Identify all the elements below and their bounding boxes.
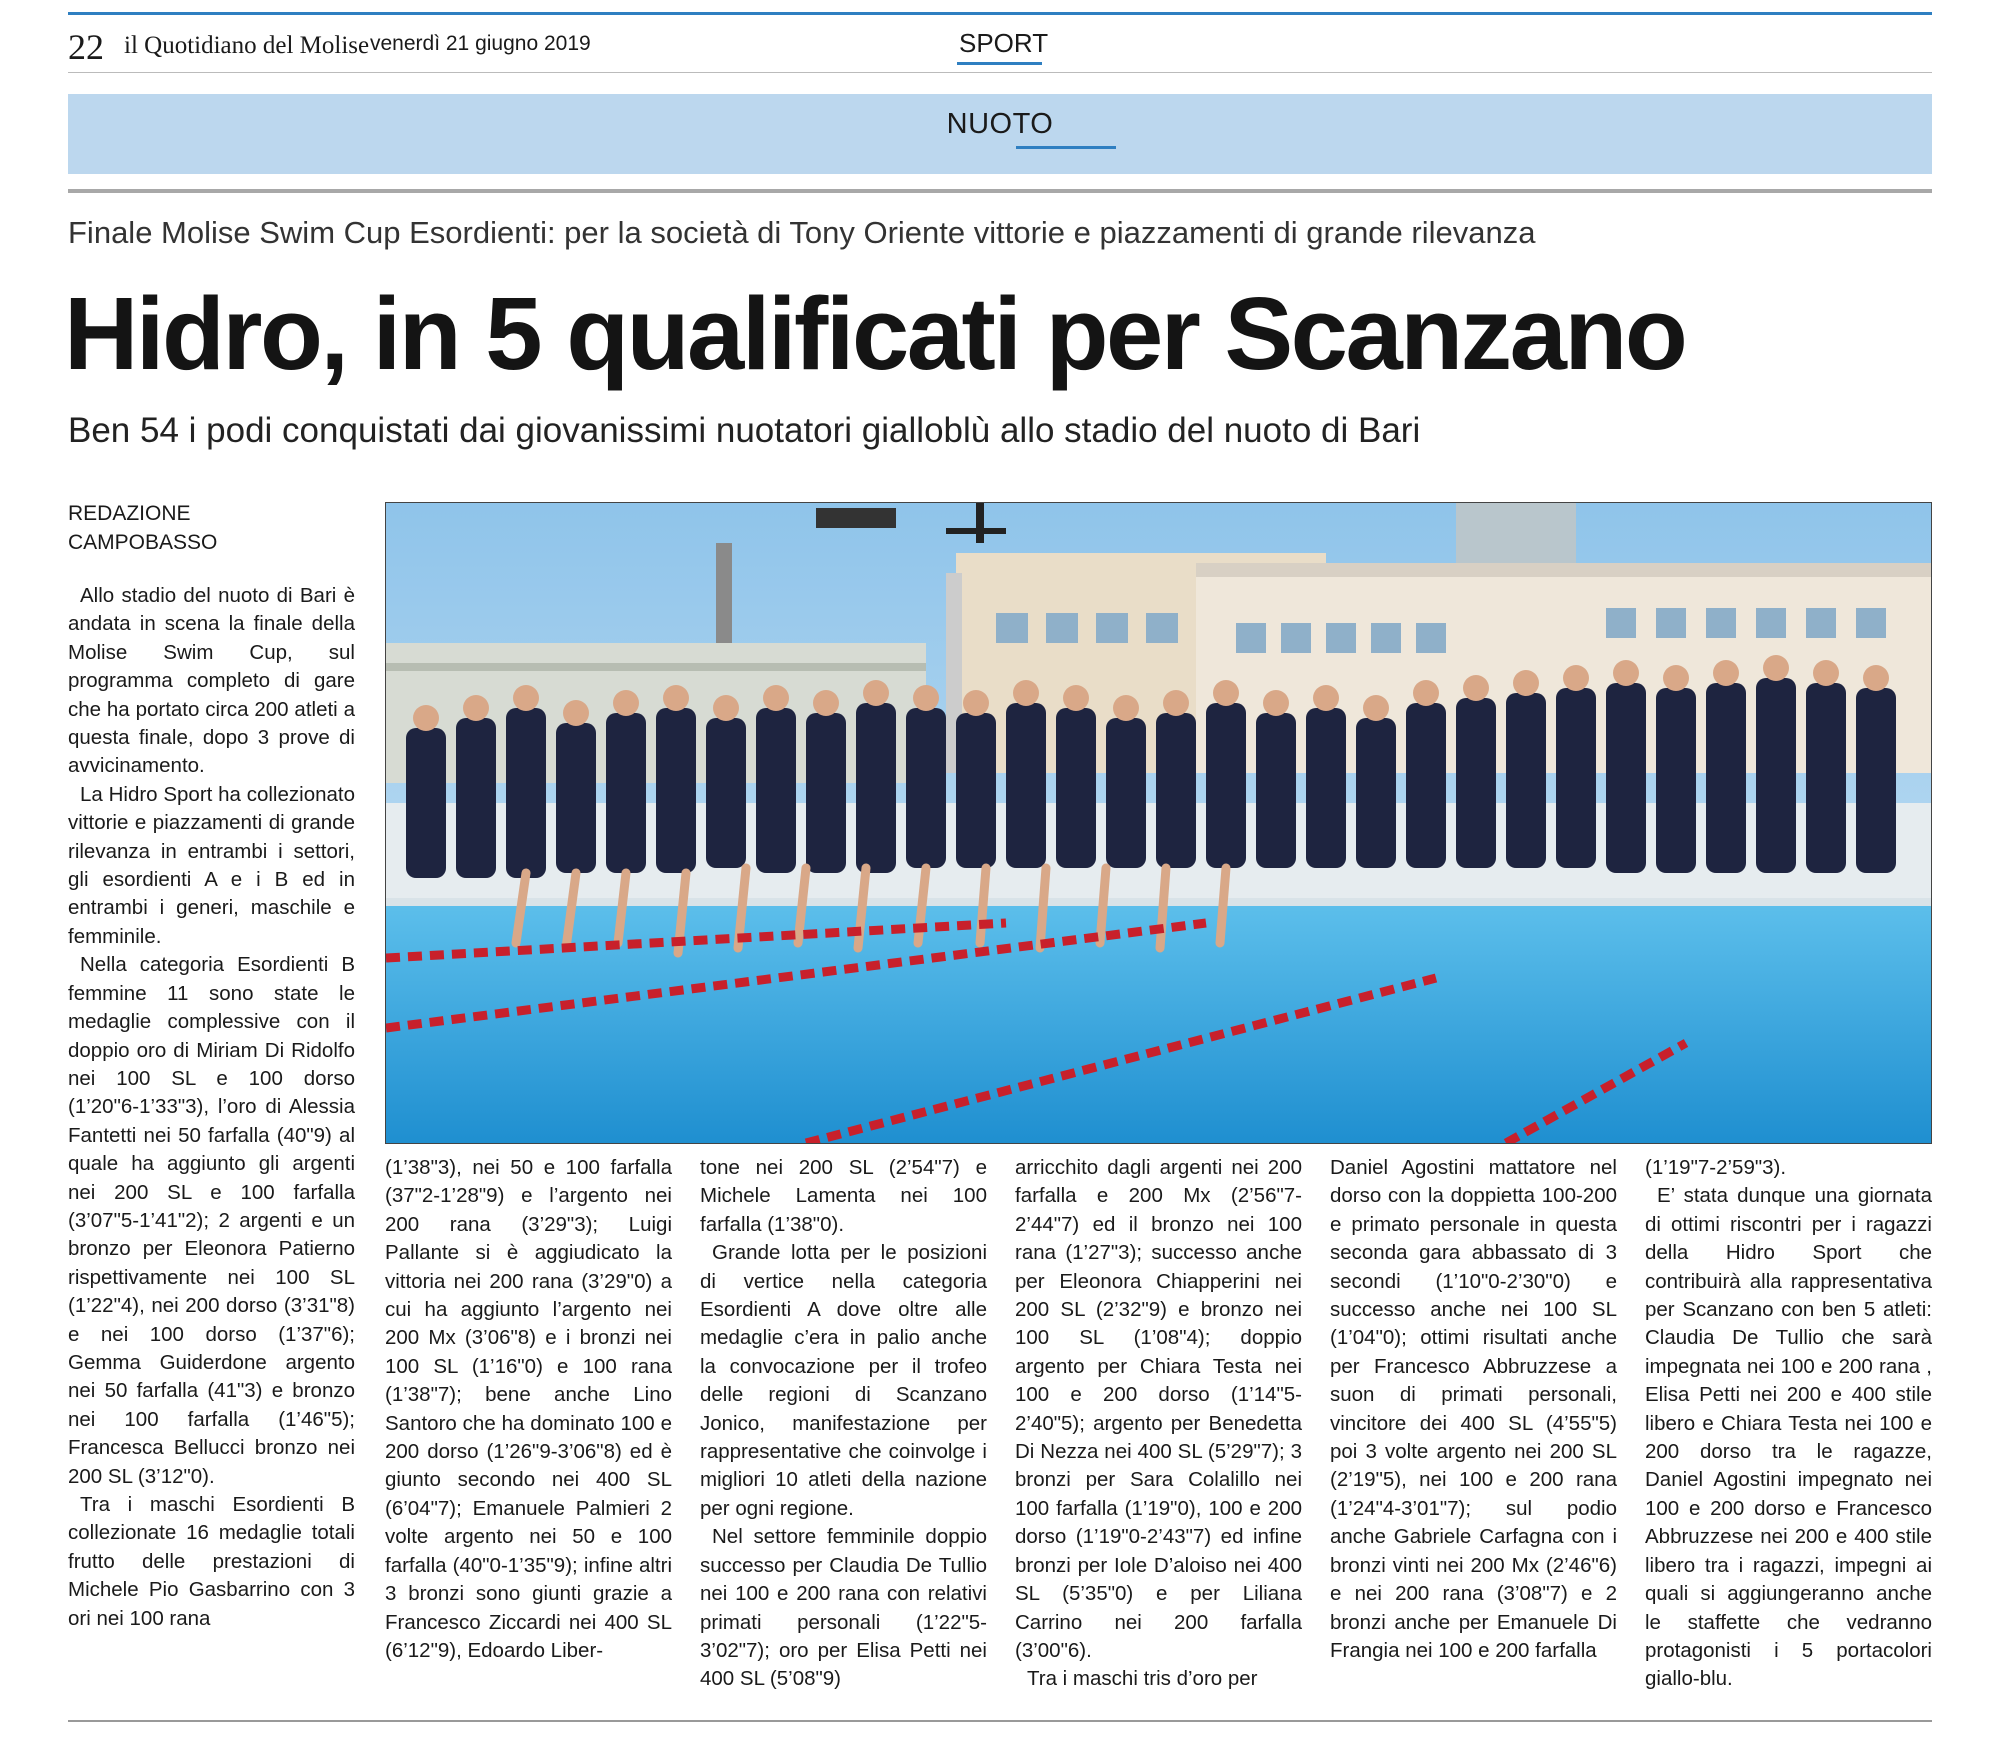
article-column-2	[385, 1154, 672, 1665]
page-number: 22	[68, 27, 104, 67]
paragraph: Nella categoria Esordienti B femmine 11 sono state le medaglie complessive con il doppio oro di Miriam Di Ridolfo nei 100 SL e 100 dorso (1’20"6-1’33"3), l’oro di Alessia Fantetti nei 50 farfalla (40"9) al quale ha aggiunto gli argenti nei 200 SL e 100 farfalla (3’07"5-1’41"2); 2 argenti e un bronzo per Eleonora Patierno rispettivamente nei 100 SL (1’22"4), nei 200 dorso (3’31"8) e nei 100 dorso (1’37"6); Gemma Guiderdone argento nei 50 farfalla (41"3) e bronzo nei 100 farfalla (1’46"5); Francesca Bellucci bronzo nei 200 SL (3’12"0).	[68, 953, 355, 1488]
paragraph: Tra i maschi Esordienti B collezionate 16 medaglie totali frutto delle prestazioni di Michele Pio Gasbarrino con 3 ori nei 100 rana	[68, 1493, 355, 1630]
paragraph: (1’38"3), nei 50 e 100 farfalla (37"2-1’28"9) e l’argento nei 200 rana (3’29"3); Luigi Pallante si è aggiudicato la vittoria nei 200 rana (3’29"0) a cui ha aggiunto l’argento nei 200 Mx (3’06"8) e i bronzi nei 100 SL (1’16"0) e 100 rana (1’38"7); bene anche Lino Santoro che ha dominato 100 e 200 dorso (1’26"9-3’06"8) ed è giunto secondo nei 400 SL (6’04"7); Emanuele Palmieri 2 volte argento nei 50 e 100 farfalla (40"0-1’35"9); infine altri 3 bronzi sono giunti grazie a Francesco Ziccardi nei 400 SL (6’12"9), Edoardo Liber-	[385, 1156, 672, 1662]
byline	[68, 499, 217, 557]
article-column-3	[700, 1154, 987, 1694]
paragraph: Nel settore femminile doppio successo per Claudia De Tullio nei 100 e 200 rana con relativi primati personali (1’22"5-3’02"7); oro per Elisa Petti nei 400 SL (5’08"9)	[700, 1525, 987, 1691]
topic-underline	[1016, 146, 1116, 149]
article-subheadline: Ben 54 i podi conquistati dai giovanissimi nuotatori gialloblù allo stadio del nuoto di Bari	[68, 411, 1421, 450]
paragraph: Grande lotta per le posizioni di vertice nella categoria Esordienti A dove oltre alle medaglie c’era in palio anche la convocazione per il trofeo delle regioni di Scanzano Jonico, manifestazione per rappresentative che coinvolge i migliori 10 atleti della nazione per ogni regione.	[700, 1241, 987, 1520]
article-kicker: Finale Molise Swim Cup Esordienti: per la società di Tony Oriente vittorie e piazzamenti di grande rilevanza	[68, 215, 1536, 250]
article-column-1	[68, 582, 355, 1633]
paragraph: tone nei 200 SL (2’54"7) e Michele Lamenta nei 100 farfalla (1’38"0).	[700, 1156, 987, 1236]
band-divider	[68, 189, 1932, 193]
article-column-6	[1645, 1154, 1932, 1694]
paragraph: Tra i maschi tris d’oro per	[1027, 1667, 1258, 1691]
section-label: SPORT	[959, 28, 1049, 58]
issue-date: venerdì 21 giugno 2019	[370, 32, 591, 55]
newspaper-name: il Quotidiano del Molise	[124, 32, 370, 59]
photo-illustration	[386, 503, 1931, 1143]
topic-band	[68, 94, 1932, 174]
paragraph: (1’19"7-2’59"3).	[1645, 1156, 1787, 1179]
section-underline	[957, 62, 1042, 65]
paragraph: Daniel Agostini mattatore nel dorso con la doppietta 100-200 e primato personale in questa seconda gara abbassato di 3 secondi (1’10"0-2’30"0) e successo anche nei 100 SL (1’04"0); ottimi risultati anche per Francesco Abbruzzese a suon di primati personali, vincitore dei 400 SL (4’55"5) poi 3 volte argento nei 200 SL (2’19"5), nei 100 e 200 rana (1’24"4-3’01"7); sul podio anche Gabriele Carfagna con i bronzi vinti nei 200 Mx (2’46"6) e nei 200 rana (3’08"7) e 2 bronzi anche per Emanuele Di Frangia nei 100 e 200 farfalla	[1330, 1156, 1617, 1662]
article-column-4	[1015, 1154, 1302, 1694]
bottom-rule	[68, 1720, 1932, 1722]
byline-line: REDAZIONE	[68, 502, 191, 525]
header-divider	[68, 72, 1932, 73]
paragraph: arricchito dagli argenti nei 200 farfalla e 200 Mx (2’56"7-2’44"7) ed il bronzo nei 100 rana (1’27"3); successo anche per Eleonora Chiapperini nei 200 SL (2’32"9) e bronzo nei 100 SL (1’08"4); doppio argento per Chiara Testa nei 100 e 200 dorso (1’14"5-2’40"5); argento per Benedetta Di Nezza nei 400 SL (5’29"7); 3 bronzi per Sara Colalillo nei 100 farfalla (1’19"0), 100 e 200 dorso (1’19"0-2’43"7) ed infine bronzi per Iole D’aloiso nei 400 SL (5’35"0) e per Liliana Carrino nei 200 farfalla (3’00"6).	[1015, 1156, 1302, 1662]
topic-label: NUOTO	[946, 108, 1054, 140]
paragraph: Allo stadio del nuoto di Bari è andata in scena la finale della Molise Swim Cup, sul programma completo di gare che ha portato circa 200 atleti a questa finale, dopo 3 prove di avvicinamento.	[68, 584, 355, 778]
byline-line: CAMPOBASSO	[68, 531, 218, 554]
paragraph: La Hidro Sport ha collezionato vittorie e piazzamenti di grande rilevanza in entrambi i settori, gli esordienti A e i B ed in entrambi i generi, maschile e femminile.	[68, 782, 355, 948]
paragraph: E’ stata dunque una giornata di ottimi riscontri per i ragazzi della Hidro Sport che contribuirà alla rappresentativa per Scanzano con ben 5 atleti: Claudia De Tullio che sarà impegnata nei 100 e 200 rana , Elisa Petti nei 200 e 400 stile libero e Chiara Testa nei 100 e 200 dorso tra le ragazze, Daniel Agostini impegnato nei 100 e 200 dorso e Francesco Abbruzzese nei 200 e 400 stile libero tra i ragazzi, impegni ai quali si aggiungeranno anche le staffette che vedranno protagonisti i 5 portacolori giallo-blu.	[1645, 1184, 1932, 1691]
team-photo	[385, 502, 1932, 1144]
article-column-5	[1330, 1154, 1617, 1665]
article-headline: Hidro, in 5 qualificati per Scanzano	[64, 276, 1686, 391]
top-rule	[68, 12, 1932, 15]
